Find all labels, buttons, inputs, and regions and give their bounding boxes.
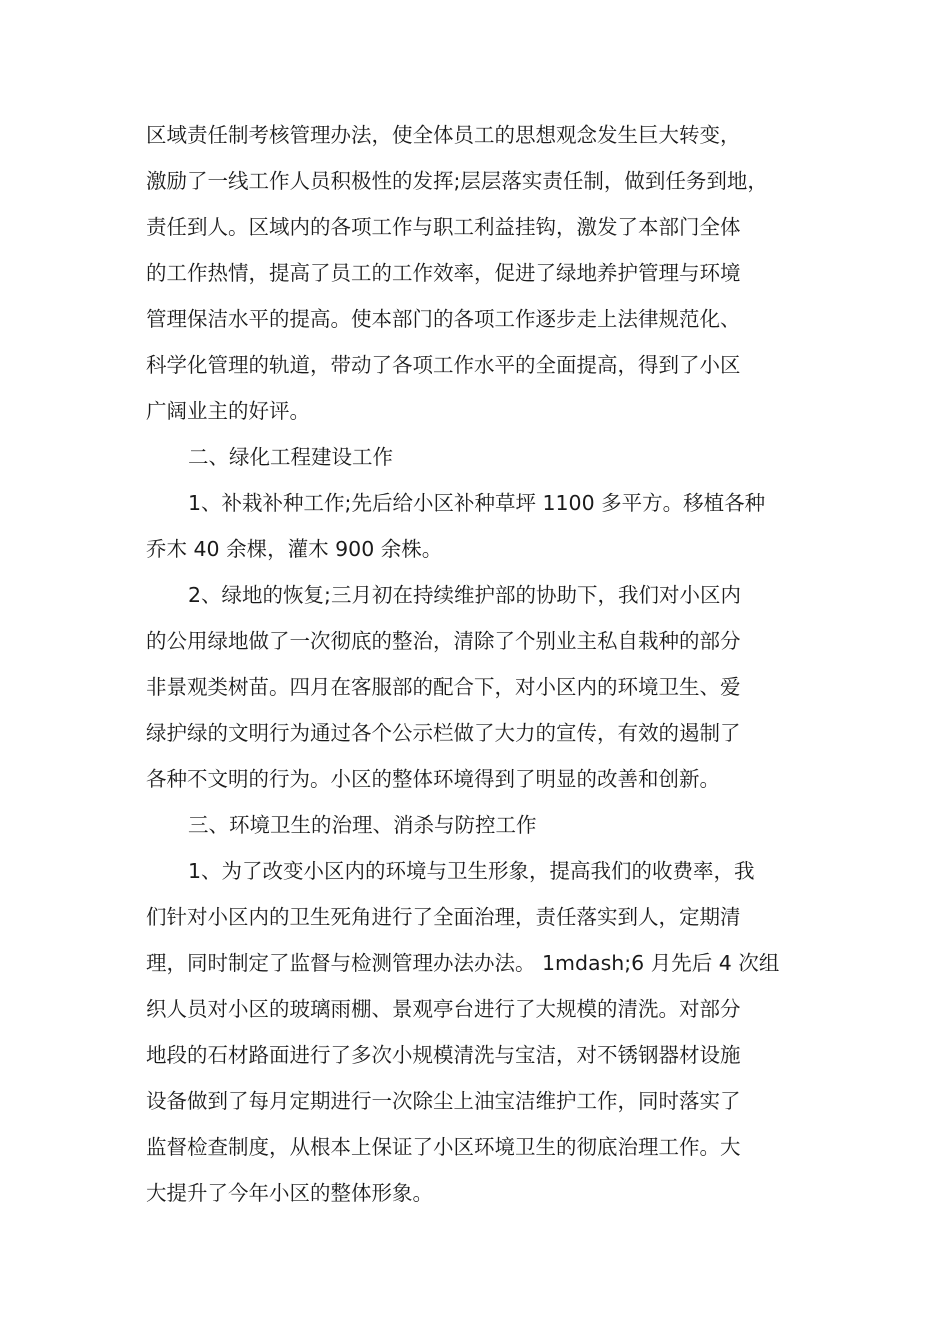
text-line: 广阔业主的好评。 [146,399,310,423]
text-line: 的公用绿地做了一次彻底的整治，清除了个别业主私自栽种的部分 [146,629,741,653]
text-line: 1、为了改变小区内的环境与卫生形象，提高我们的收费率，我 [188,859,755,883]
document-body [146,112,810,1216]
text-line: 非景观类树苗。四月在客服部的配合下，对小区内的环境卫生、爱 [146,675,741,699]
text-line: 激励了一线工作人员积极性的发挥;层层落实责任制，做到任务到地， [146,169,768,193]
text-line: 监督检查制度，从根本上保证了小区环境卫生的彻底治理工作。大 [146,1135,741,1159]
text-line: 三、环境卫生的治理、消杀与防控工作 [188,813,537,837]
text-line: 织人员对小区的玻璃雨棚、景观亭台进行了大规模的清洗。对部分 [146,997,741,1021]
text-line: 1、补栽补种工作;先后给小区补种草坪 1100 多平方。移植各种 [188,491,766,515]
text-line: 区域责任制考核管理办法，使全体员工的思想观念发生巨大转变， [146,123,741,147]
text-line: 地段的石材路面进行了多次小规模清洗与宝洁，对不锈钢器材设施 [146,1043,741,1067]
text-line: 2、绿地的恢复;三月初在持续维护部的协助下，我们对小区内 [188,583,741,607]
text-line: 设备做到了每月定期进行一次除尘上油宝洁维护工作，同时落实了 [146,1089,741,1113]
text-line: 的工作热情，提高了员工的工作效率，促进了绿地养护管理与环境 [146,261,741,285]
text-line: 二、绿化工程建设工作 [188,445,393,469]
text-line: 乔木 40 余棵，灌木 900 余株。 [146,537,443,561]
text-line: 责任到人。区域内的各项工作与职工利益挂钩，激发了本部门全体 [146,215,741,239]
text-line: 科学化管理的轨道，带动了各项工作水平的全面提高，得到了小区 [146,353,741,377]
text-line: 各种不文明的行为。小区的整体环境得到了明显的改善和创新。 [146,767,720,791]
text-line: 绿护绿的文明行为通过各个公示栏做了大力的宣传，有效的遏制了 [146,721,741,745]
text-line: 理，同时制定了监督与检测管理办法办法。 1mdash;6 月先后 4 次组 [146,951,780,975]
text-line: 们针对小区内的卫生死角进行了全面治理，责任落实到人，定期清 [146,905,741,929]
text-line: 大提升了今年小区的整体形象。 [146,1181,433,1205]
text-line: 管理保洁水平的提高。使本部门的各项工作逐步走上法律规范化、 [146,307,741,331]
